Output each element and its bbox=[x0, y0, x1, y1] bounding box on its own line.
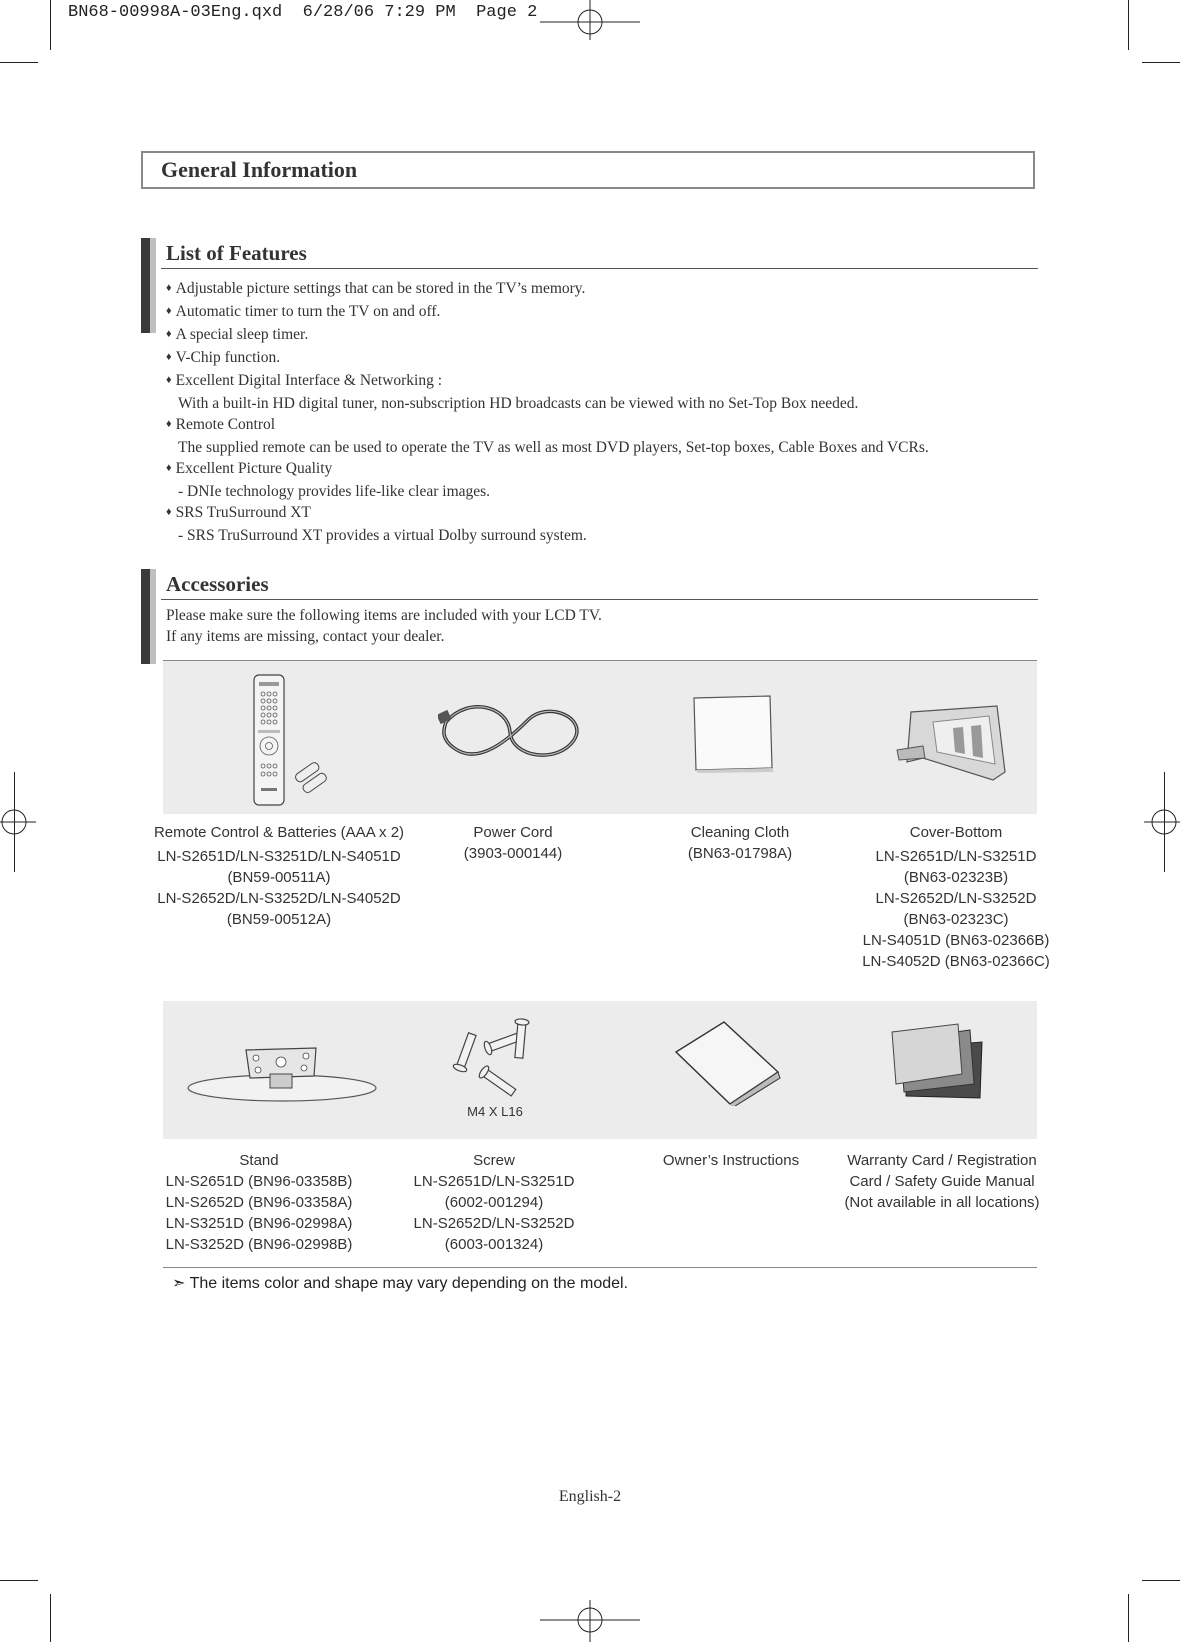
crop-mark bbox=[50, 1594, 51, 1642]
page-title-box bbox=[141, 151, 1035, 189]
owners-instructions-icon bbox=[672, 1020, 782, 1106]
registration-mark-icon bbox=[1144, 800, 1180, 844]
arrow-icon: ➣ bbox=[172, 1275, 186, 1292]
crop-mark bbox=[50, 0, 51, 50]
crop-mark bbox=[1142, 62, 1180, 63]
page-title: General Information bbox=[161, 157, 358, 182]
list-item-detail: The supplied remote can be used to operate the TV as well as most DVD players, Set-top boxes, Cable Boxes and VCRs. bbox=[178, 439, 929, 456]
accessories-heading: Accessories bbox=[166, 572, 269, 596]
accessories-intro: Please make sure the following items are included with your LCD TV. If any items are missing, contact your dealer. bbox=[166, 607, 602, 645]
bullet-icon: ♦ bbox=[166, 351, 172, 363]
bullet-icon: ♦ bbox=[166, 328, 172, 340]
cleaning-cloth-icon bbox=[690, 694, 776, 774]
accessory-caption-cleaning-cloth: Cleaning Cloth (BN63-01798A) bbox=[687, 824, 793, 862]
list-item-detail: - SRS TruSurround XT provides a virtual Dolby surround system. bbox=[178, 527, 587, 544]
accessory-caption-screw: Screw LN-S2651D/LN-S3251D (6002-001294) LN-S2652D/LN-S3252D (6003-001324) bbox=[413, 1152, 575, 1253]
bullet-icon: ♦ bbox=[166, 282, 172, 294]
accessory-caption-cover-bottom: Cover-Bottom LN-S2651D/LN-S3251D (BN63-02323B) LN-S2652D/LN-S3252D (BN63-02323C) LN-S4051D (BN63-02366B) LN-S4052D (BN63-02366C) bbox=[862, 824, 1050, 970]
warranty-card-icon bbox=[890, 1022, 990, 1102]
crop-mark bbox=[0, 62, 38, 63]
crop-mark bbox=[0, 1580, 38, 1581]
screw-icon bbox=[448, 1018, 548, 1098]
list-item: ♦ Adjustable picture settings that can be stored in the TV’s memory. bbox=[166, 280, 586, 297]
note: ➣ The items color and shape may vary depending on the model. bbox=[172, 1275, 629, 1292]
section-bar bbox=[141, 569, 156, 664]
list-item-detail: - DNIe technology provides life-like clear images. bbox=[178, 483, 491, 500]
crop-mark bbox=[1128, 0, 1129, 50]
divider bbox=[163, 1267, 1037, 1268]
list-item: ♦ V-Chip function. bbox=[166, 349, 281, 366]
divider bbox=[161, 599, 1038, 600]
power-cord-icon bbox=[438, 700, 584, 764]
bullet-icon: ♦ bbox=[166, 462, 172, 474]
bullet-icon: ♦ bbox=[166, 418, 172, 430]
list-item: ♦ Automatic timer to turn the TV on and off. bbox=[166, 303, 441, 320]
list-item: ♦ Excellent Digital Interface & Networking : With a built-in HD digital tuner, non-subscription HD broadcasts can be viewed with no Set-Top Box needed. bbox=[166, 370, 1036, 414]
features-list bbox=[166, 278, 1036, 546]
print-slug: BN68-00998A-03Eng.qxd 6/28/06 7:29 PM Page 2 bbox=[68, 3, 538, 22]
crop-mark bbox=[1142, 1580, 1180, 1581]
list-item: ♦ SRS TruSurround XT - SRS TruSurround XT provides a virtual Dolby surround system. bbox=[166, 502, 1036, 546]
accessory-caption-remote: Remote Control & Batteries (AAA x 2) LN-S2651D/LN-S3251D/LN-S4051D (BN59-00511A) LN-S2652D/LN-S3252D/LN-S4052D (BN59-00512A) bbox=[153, 824, 405, 928]
accessory-caption-owners-instructions: Owner’s Instructions bbox=[662, 1152, 800, 1169]
list-item: ♦ Excellent Picture Quality - DNIe technology provides life-like clear images. bbox=[166, 458, 1036, 502]
page-number: English-2 bbox=[558, 1488, 622, 1505]
list-item: ♦ Remote Control The supplied remote can be used to operate the TV as well as most DVD players, Set-top boxes, Cable Boxes and VCRs. bbox=[166, 414, 1036, 458]
accessory-caption-stand: Stand LN-S2651D (BN96-03358B) LN-S2652D (BN96-03358A) LN-S3251D (BN96-02998A) LN-S3252D (BN96-02998B) bbox=[165, 1152, 353, 1253]
list-item-detail: With a built-in HD digital tuner, non-subscription HD broadcasts can be viewed with no Set-Top Box needed. bbox=[178, 395, 859, 412]
registration-mark-icon bbox=[540, 0, 640, 40]
bullet-icon: ♦ bbox=[166, 506, 172, 518]
cover-bottom-icon bbox=[893, 702, 1013, 784]
registration-mark-icon bbox=[0, 800, 36, 844]
accessory-caption-power-cord: Power Cord (3903-000144) bbox=[463, 824, 563, 862]
crop-mark bbox=[1128, 1594, 1129, 1642]
registration-mark-icon bbox=[540, 1600, 640, 1642]
stand-icon bbox=[184, 1040, 380, 1104]
remote-control-icon bbox=[248, 674, 328, 808]
features-heading: List of Features bbox=[166, 241, 307, 265]
bullet-icon: ♦ bbox=[166, 305, 172, 317]
accessory-caption-warranty-card: Warranty Card / Registration Card / Safety Guide Manual (Not available in all locations) bbox=[844, 1152, 1040, 1211]
divider bbox=[161, 268, 1038, 269]
section-bar bbox=[141, 238, 156, 333]
screw-size-label: M4 X L16 bbox=[467, 1104, 523, 1119]
bullet-icon: ♦ bbox=[166, 374, 172, 386]
list-item: ♦ A special sleep timer. bbox=[166, 326, 309, 343]
